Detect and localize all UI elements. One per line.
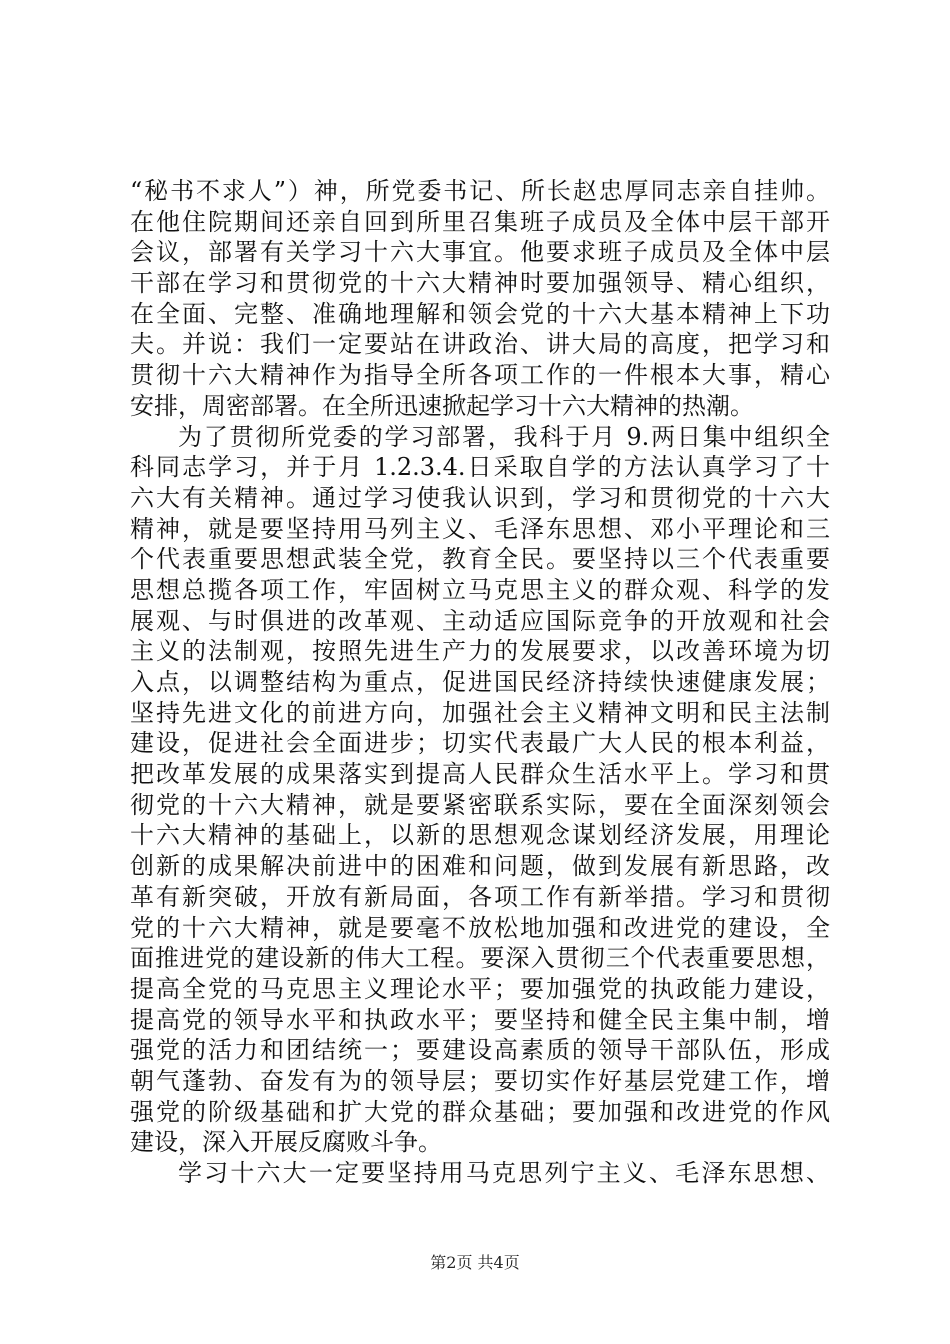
text-line: 创新的成果解决前进中的困难和问题，做到发展有新思路，改 (130, 852, 830, 881)
text-line: 面推进党的建设新的伟大工程。要深入贯彻三个代表重要思想， (130, 944, 830, 973)
text-line: 提高全党的马克思主义理论水平；要加强党的执政能力建设， (130, 974, 830, 1003)
text-line: 贯彻十六大精神作为指导全所各项工作的一件根本大事，精心 (130, 361, 830, 390)
text-line: 科同志学习，并于月 1.2.3.4.日采取自学的方法认真学习了十 (130, 453, 830, 482)
text-line: 党的十六大精神，就是要毫不放松地加强和改进党的建设，全 (130, 913, 830, 942)
text-line: 建设，促进社会全面进步；切实代表最广大人民的根本利益， (130, 729, 830, 758)
text-line: 精神，就是要坚持用马列主义、毛泽东思想、邓小平理论和三 (130, 514, 830, 543)
document-body (130, 176, 830, 1189)
text-line: 革有新突破，开放有新局面，各项工作有新举措。学习和贯彻 (130, 882, 830, 911)
text-line: 干部在学习和贯彻党的十六大精神时要加强领导、精心组织， (130, 269, 830, 298)
text-line: 会议，部署有关学习十六大事宜。他要求班子成员及全体中层 (130, 238, 830, 267)
text-line: 六大有关精神。通过学习使我认识到，学习和贯彻党的十六大 (130, 483, 830, 512)
text-line: 在他住院期间还亲自回到所里召集班子成员及全体中层干部开 (130, 207, 830, 236)
text-line: 学习十六大一定要坚持用马克思列宁主义、毛泽东思想、 (178, 1159, 830, 1187)
text-line: “秘书不求人”）神，所党委书记、所长赵忠厚同志亲自挂帅。 (130, 177, 830, 205)
text-line: 坚持先进文化的前进方向，加强社会主义精神文明和民主法制 (130, 698, 830, 727)
text-line: 强党的活力和团结统一；要建设高素质的领导干部队伍，形成 (130, 1036, 830, 1065)
text-line: 十六大精神的基础上，以新的思想观念谋划经济发展，用理论 (130, 821, 830, 850)
text-line: 个代表重要思想武装全党，教育全民。要坚持以三个代表重要 (130, 545, 830, 574)
text-line: 为了贯彻所党委的学习部署，我科于月 9.两日集中组织全 (178, 422, 830, 451)
text-line: 夫。并说：我们一定要站在讲政治、讲大局的高度，把学习和 (130, 330, 830, 359)
text-line: 强党的阶级基础和扩大党的群众基础；要加强和改进党的作风 (130, 1097, 830, 1126)
text-line: 建设，深入开展反腐败斗争。 (130, 1128, 442, 1157)
page-footer: 第2页 共4页 (430, 1253, 520, 1272)
text-line: 提高党的领导水平和执政水平；要坚持和健全民主集中制，增 (130, 1005, 830, 1034)
text-line: 主义的法制观，按照先进生产力的发展要求，以改善环境为切 (130, 637, 830, 666)
text-line: 安排，周密部署。在全所迅速掀起学习十六大精神的热潮。 (130, 391, 754, 420)
text-line: 彻党的十六大精神，就是要紧密联系实际，要在全面深刻领会 (130, 790, 830, 819)
text-line: 朝气蓬勃、奋发有为的领导层；要切实作好基层党建工作，增 (130, 1066, 830, 1095)
text-line: 在全面、完整、准确地理解和领会党的十六大基本精神上下功 (130, 299, 830, 328)
text-line: 展观、与时俱进的改革观、主动适应国际竞争的开放观和社会 (130, 606, 830, 635)
text-line: 把改革发展的成果落实到提高人民群众生活水平上。学习和贯 (130, 760, 830, 789)
text-line: 入点，以调整结构为重点，促进国民经济持续快速健康发展； (130, 668, 830, 696)
text-line: 思想总揽各项工作，牢固树立马克思主义的群众观、科学的发 (130, 575, 830, 604)
